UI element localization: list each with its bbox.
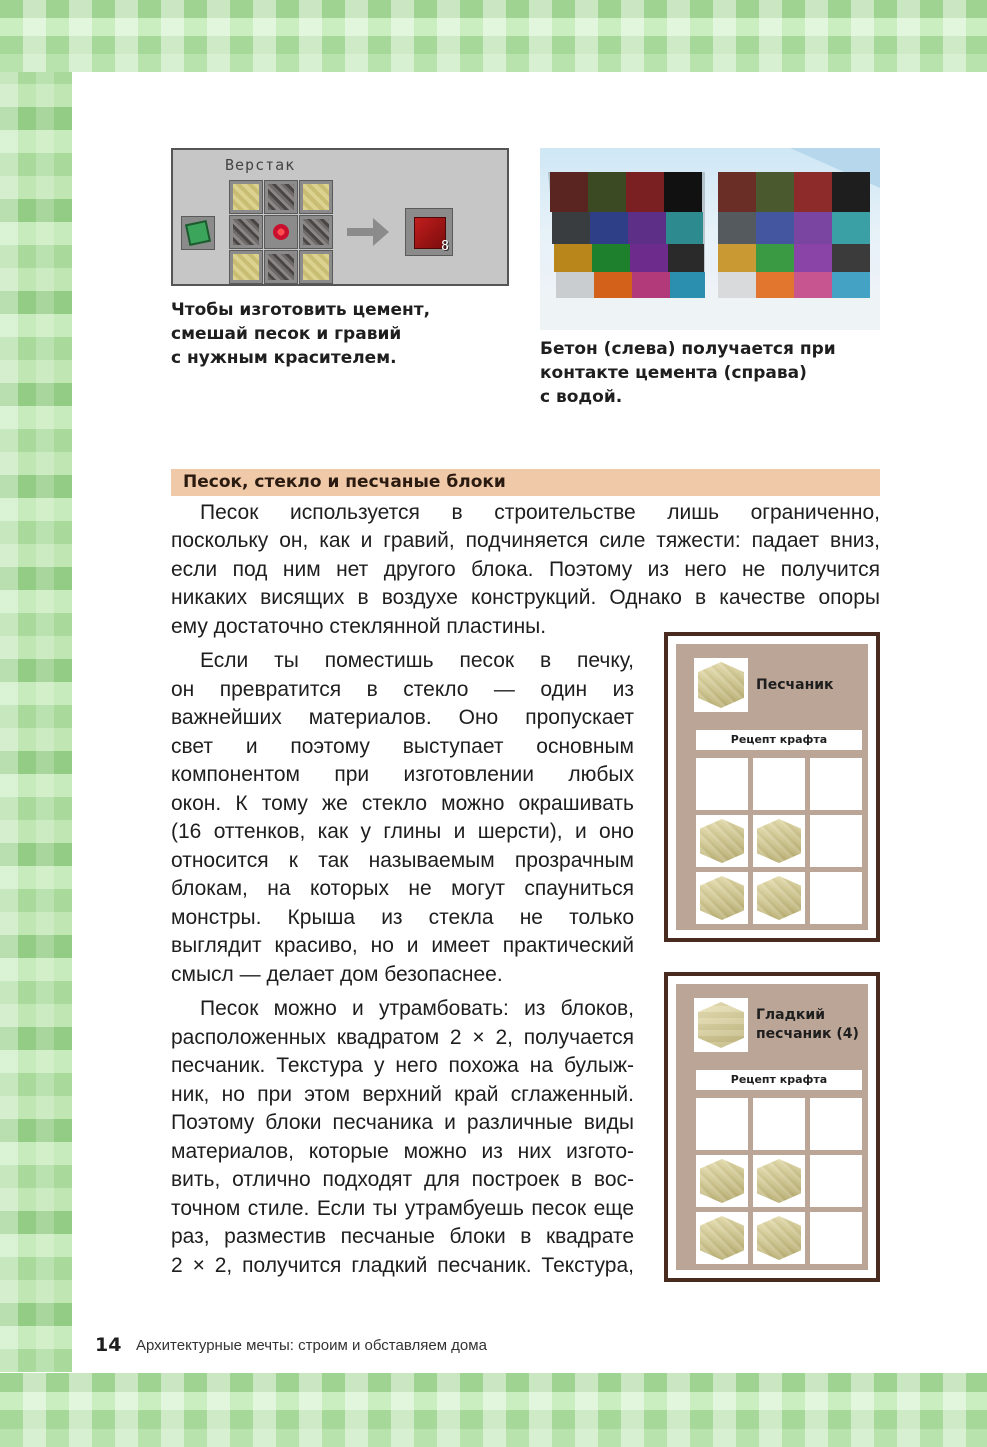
recipe-card-body — [676, 984, 868, 1270]
body-line: окон. К тому же стекло можно окрашивать — [171, 792, 634, 815]
crafting-slot — [229, 250, 263, 284]
pixel-border-bottom — [0, 1373, 987, 1447]
body-line: если под ним нет другого блока. Поэтому из него не получится — [171, 558, 880, 581]
body-line: компонентом при изготовлении любых — [171, 763, 634, 786]
smooth-sandstone-icon — [694, 998, 748, 1052]
body-line: монстры. Крыша из стекла не только — [171, 906, 634, 929]
section-title: Песок, стекло и песчаные блоки — [183, 472, 506, 492]
sand-icon — [303, 254, 329, 280]
gravel-icon — [233, 219, 259, 245]
sand-block-icon — [757, 1216, 801, 1260]
result-count: 8 — [441, 239, 449, 254]
recipe-slot — [753, 1098, 805, 1150]
crafting-title: Верстак — [225, 156, 296, 174]
recipe-slot — [696, 1212, 748, 1264]
body-line: смысл — делает дом безопаснее. — [171, 963, 503, 986]
recipe-grid — [696, 758, 862, 924]
body-line: ник, но при этом верхний край сглаженный. — [171, 1083, 634, 1106]
concrete-caption — [540, 337, 836, 409]
sandstone-icon — [694, 658, 748, 712]
recipe-slot — [810, 815, 862, 867]
recipe-card-smooth-sandstone — [664, 972, 880, 1282]
book-title: Архитектурные мечты: строим и обставляем дома — [136, 1337, 487, 1354]
crafting-caption — [171, 298, 430, 370]
body-line: (16 оттенков, как у глины и шерсти), и оно — [171, 820, 634, 843]
recipe-slot — [810, 872, 862, 924]
recipe-slot — [810, 1155, 862, 1207]
crafting-slot — [299, 180, 333, 214]
body-line: точном стиле. Если ты утрамбуешь песок еще — [171, 1197, 634, 1220]
body-line: относится к так называемым прозрачным — [171, 849, 634, 872]
body-line: он превратится в стекло — один из — [171, 678, 634, 701]
body-line: 2 × 2, получится гладкий песчаник. Текстура, — [171, 1254, 634, 1277]
dye-icon — [273, 224, 289, 240]
body-line: свет и поэтому выступает основным — [171, 735, 634, 758]
body-line: выглядит красиво, но и имеет практический — [171, 934, 634, 957]
crafting-table-screenshot — [171, 148, 509, 286]
crafting-slot — [299, 250, 333, 284]
body-line: Поэтому блоки песчаника и различные виды — [171, 1111, 634, 1134]
arrow-right-icon — [345, 212, 391, 252]
pixel-border-left — [0, 72, 72, 1372]
recipe-slot — [696, 815, 748, 867]
recipe-slot — [696, 1098, 748, 1150]
body-line: Песок можно и утрамбовать: из блоков, — [200, 997, 634, 1020]
page-number: 14 — [95, 1334, 122, 1356]
crafting-slot — [264, 215, 298, 249]
body-line: ему достаточно стеклянной пластины. — [171, 615, 547, 638]
body-line: поскольку он, как и гравий, подчиняется силе тяжести: падает вниз, — [171, 529, 880, 552]
recipe-book-slot — [181, 216, 215, 250]
caption-line: с водой. — [540, 387, 623, 407]
recipe-card-title: Песчаник — [756, 677, 834, 693]
recipe-slot — [753, 758, 805, 810]
recipe-label: Рецепт крафта — [696, 730, 862, 750]
crafting-slot — [264, 180, 298, 214]
body-line: важнейших материалов. Оно пропускает — [171, 706, 634, 729]
sand-block-icon — [757, 1159, 801, 1203]
body-line: песчаник. Текстура у него похожа на булыж- — [171, 1054, 634, 1077]
recipe-slot — [696, 1155, 748, 1207]
body-line: никаких висящих в воздухе конструкций. Однако в качестве опоры — [171, 586, 880, 609]
body-line: раз, разместив песчаные блоки в квадрате — [171, 1225, 634, 1248]
caption-line: с нужным красителем. — [171, 348, 397, 368]
pixel-border-top — [0, 0, 987, 72]
sand-block-icon — [757, 819, 801, 863]
crafting-grid — [229, 180, 333, 284]
recipe-card-title: Гладкий песчаник (4) — [756, 1007, 859, 1042]
section-header — [171, 469, 880, 496]
crafting-slot — [229, 215, 263, 249]
recipe-grid — [696, 1098, 862, 1264]
sand-icon — [303, 184, 329, 210]
crafting-result-slot — [405, 208, 453, 256]
recipe-book-icon — [185, 220, 211, 246]
concrete-wall-left — [550, 172, 705, 298]
recipe-slot — [810, 1098, 862, 1150]
gravel-icon — [303, 219, 329, 245]
recipe-slot — [696, 758, 748, 810]
sand-block-icon — [700, 1159, 744, 1203]
caption-line: Бетон (слева) получается при — [540, 339, 836, 359]
gravel-icon — [268, 254, 294, 280]
sand-icon — [233, 184, 259, 210]
crafting-slot — [299, 215, 333, 249]
caption-line: контакте цемента (справа) — [540, 363, 807, 383]
body-line: расположенных квадратом 2 × 2, получается — [171, 1026, 634, 1049]
gravel-icon — [268, 184, 294, 210]
sand-block-icon — [757, 876, 801, 920]
crafting-slot — [264, 250, 298, 284]
concrete-screenshot — [540, 148, 880, 330]
caption-line: смешай песок и гравий — [171, 324, 402, 344]
sand-block-icon — [700, 1216, 744, 1260]
sand-block-icon — [700, 819, 744, 863]
crafting-slot — [229, 180, 263, 214]
sand-block-icon — [700, 876, 744, 920]
recipe-slot — [810, 1212, 862, 1264]
recipe-card-sandstone — [664, 632, 880, 942]
recipe-slot — [810, 758, 862, 810]
body-line: Песок используется в строительстве лишь ограниченно, — [200, 501, 880, 524]
body-line: вить, отлично подходят для построек в вос- — [171, 1168, 634, 1191]
recipe-card-body — [676, 644, 868, 930]
concrete-walls-illustration — [540, 148, 880, 330]
body-line: Если ты поместишь песок в печку, — [200, 649, 634, 672]
recipe-slot — [753, 1155, 805, 1207]
sand-icon — [233, 254, 259, 280]
recipe-slot — [753, 815, 805, 867]
body-line: материалов, которые можно из них изгото- — [171, 1140, 634, 1163]
recipe-slot — [696, 872, 748, 924]
caption-line: Чтобы изготовить цемент, — [171, 300, 431, 320]
cement-wall-right — [718, 172, 870, 298]
body-line: блокам, на которых не могут спауниться — [171, 877, 634, 900]
recipe-slot — [753, 872, 805, 924]
recipe-slot — [753, 1212, 805, 1264]
recipe-label: Рецепт крафта — [696, 1070, 862, 1090]
